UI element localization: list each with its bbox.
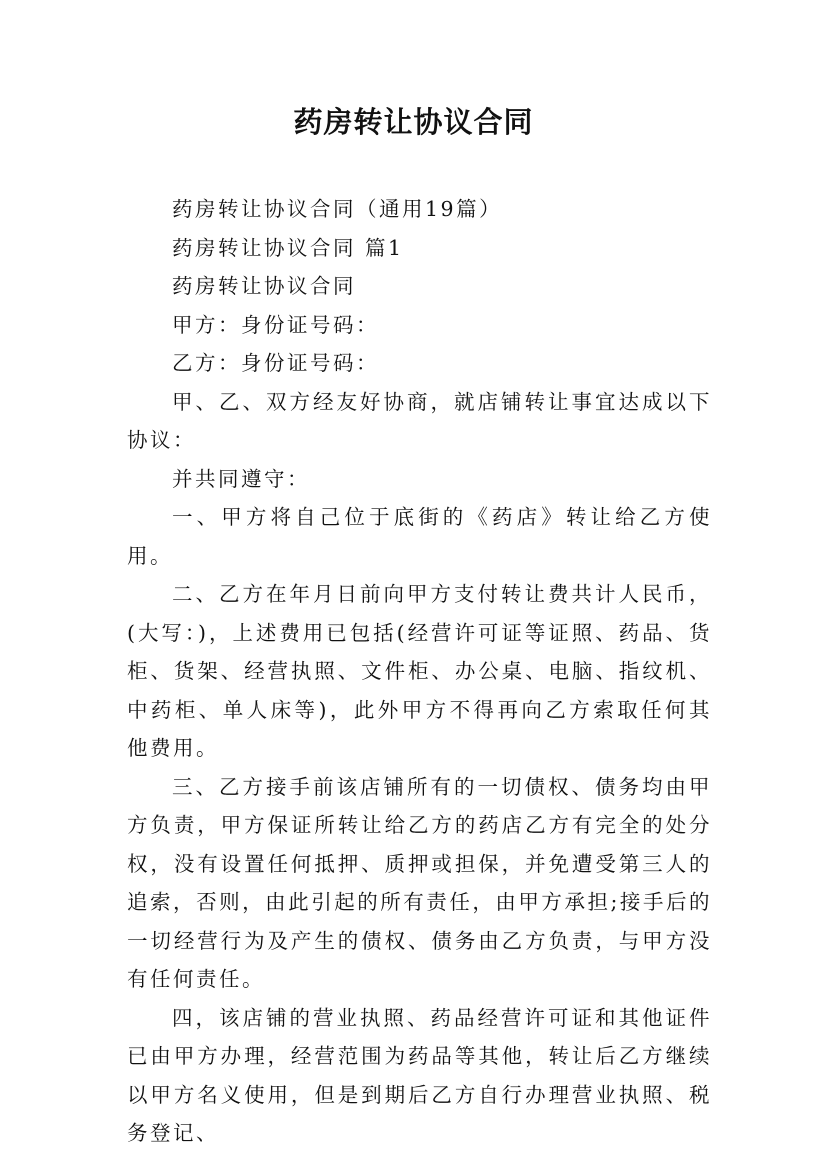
paragraph-clause-4: 四，该店铺的营业执照、药品经营许可证和其他证件已由甲方办理，经营范围为药品等其他，转让后乙方继续以甲方名义使用，但是到期后乙方自行办理营业执照、税务登记、	[127, 1005, 712, 1145]
paragraph-comply: 并共同遵守：	[172, 466, 310, 491]
paragraph-clause-2: 二、乙方在年月日前向甲方支付转让费共计人民币，(大写：)，上述费用已包括(经营许可证等证照、药品、货柜、货架、经营执照、文件柜、办公桌、电脑、指纹机、中药柜、单人床等)，此外甲方不得再向乙方索取任何其他费用。	[127, 582, 712, 760]
paragraph-section-heading: 药房转让协议合同 篇1	[172, 235, 404, 260]
document-body	[127, 190, 712, 1153]
paragraph-contract-name: 药房转让协议合同	[172, 274, 356, 298]
paragraph-preamble: 甲、乙、双方经友好协商，就店铺转让事宜达成以下协议：	[127, 389, 712, 452]
paragraph-party-a: 甲方：身份证号码：	[172, 312, 379, 337]
paragraph-clause-3: 三、乙方接手前该店铺所有的一切债权、债务均由甲方负责，甲方保证所转让给乙方的药店乙方有完全的处分权，没有设置任何抵押、质押或担保，并免遭受第三人的追索，否则，由此引起的所有责任，由甲方承担;接手后的一切经营行为及产生的债权、债务由乙方负责，与甲方没有任何责任。	[127, 774, 712, 991]
paragraph-party-b: 乙方：身份证号码：	[172, 351, 379, 375]
document-title: 药房转让协议合同	[293, 105, 534, 139]
paragraph-subtitle: 药房转让协议合同（通用19篇）	[172, 197, 503, 221]
paragraph-clause-1: 一、甲方将自己位于底街的《药店》转让给乙方使用。	[127, 505, 712, 568]
